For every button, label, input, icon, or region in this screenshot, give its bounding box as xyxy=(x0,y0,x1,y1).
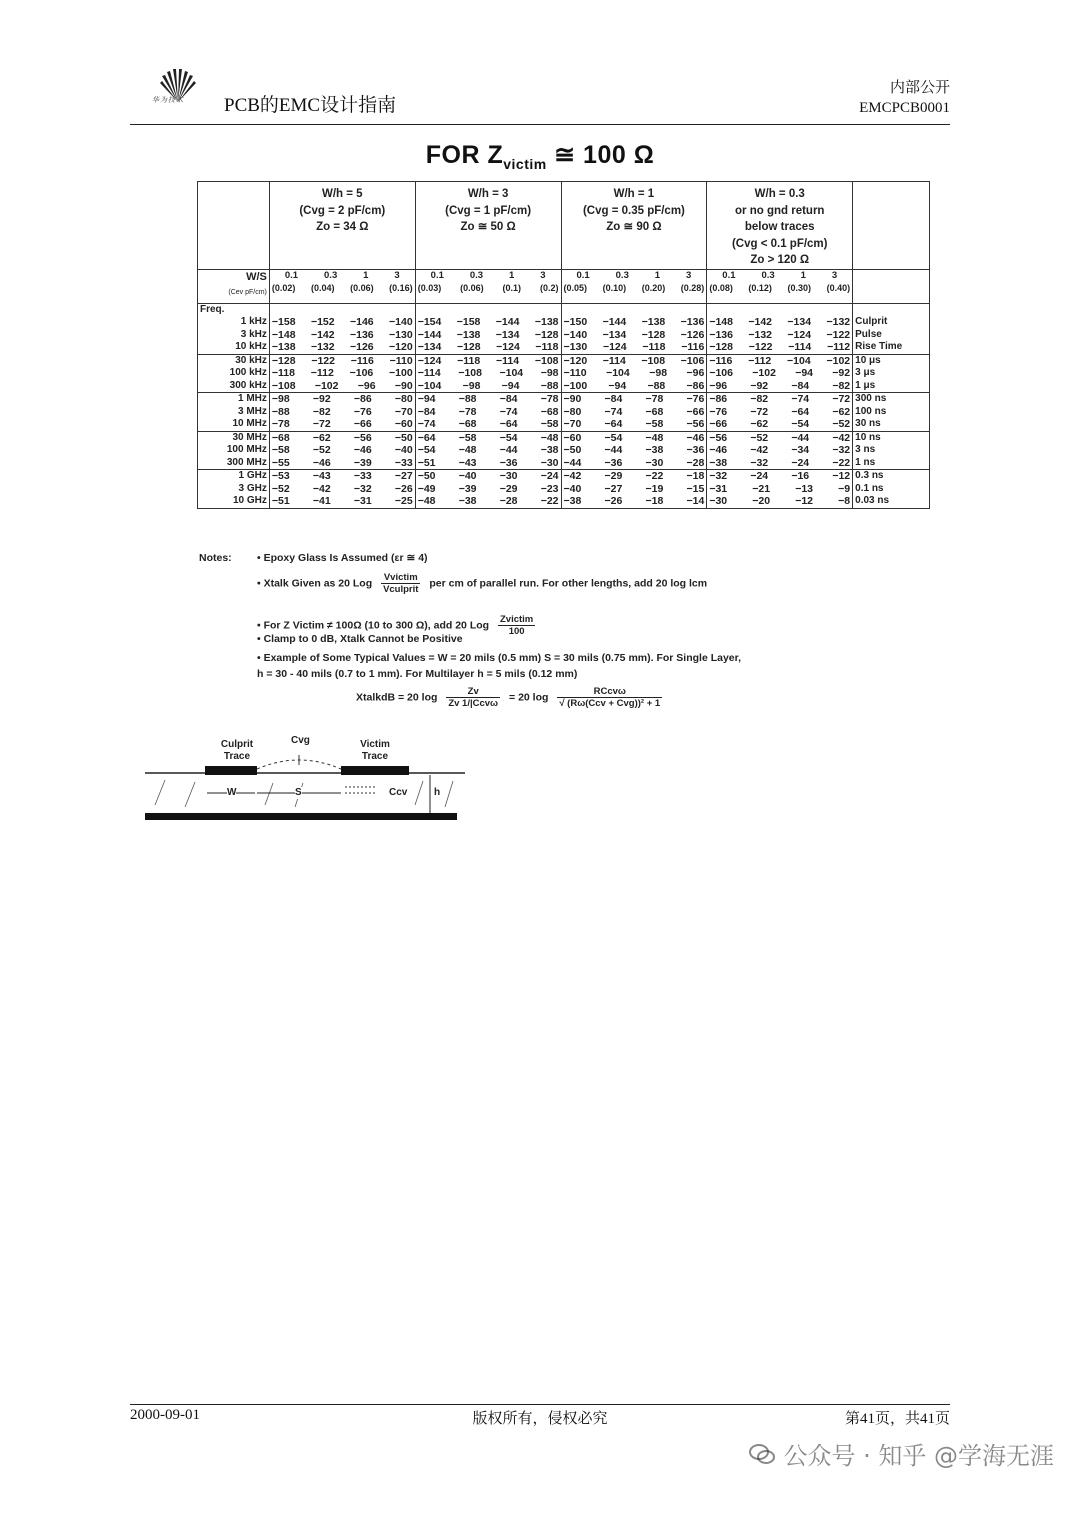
note-2-fraction: $\frac{\text{Vvictim}}{\text{Vculprit}}$ xyxy=(383,572,419,595)
logo-text: 华为技术 xyxy=(152,96,184,104)
xtalk-values-cell: −94 −88 −84 −78 −84 −78 −74 −68 −74 −68 −64 −58 xyxy=(415,393,561,432)
note-1: • Epoxy Glass Is Assumed (εr ≅ 4) xyxy=(257,552,428,564)
note-3: • For Z Victim ≠ 100Ω (10 to 300 Ω), add 20 Log $\frac{\text{Zvictim}}{100}$ xyxy=(257,614,534,637)
watermark xyxy=(749,1436,1054,1471)
group-header: W/h = 3 (Cvg = 1 pF/cm) Zo ≅ 50 Ω xyxy=(415,182,561,270)
frequency-block-row xyxy=(198,470,930,509)
document-title: PCB的EMC设计指南 xyxy=(224,95,397,116)
page-header xyxy=(130,62,950,126)
xtalk-values-cell: −120 −114 −108 −106 −110 −104 −98 −96 −100 −94 −88 −86 xyxy=(561,354,707,393)
victim-trace-label: Victim Trace xyxy=(360,739,390,762)
xtalk-values-cell: −50 −40 −30 −24 −49 −39 −29 −23 −48 −38 −28 −22 xyxy=(415,470,561,509)
group-header: W/h = 0.3 or no gnd return below traces (Cvg < 0.1 pF/cm) Zo > 120 Ω xyxy=(707,182,853,270)
rise-time-cell: 0.3 ns 0.1 ns 0.03 ns xyxy=(853,470,930,509)
group-header: W/h = 5 (Cvg = 2 pF/cm) Zo = 34 Ω xyxy=(269,182,415,270)
wechat-icon xyxy=(749,1443,775,1465)
xtalk-values-cell: −64 −58 −54 −48 −54 −48 −44 −38 −51 −43 −36 −30 xyxy=(415,431,561,470)
group-header: W/h = 1 (Cvg = 0.35 pF/cm) Zo ≅ 90 Ω xyxy=(561,182,707,270)
footer-rights: 版权所有，侵权必究 xyxy=(472,1411,608,1427)
frequency-cell: Freq. 1 kHz 3 kHz 10 kHz xyxy=(198,303,270,354)
ws-label: W/S (Cev pF/cm) xyxy=(198,269,270,303)
footer-divider xyxy=(130,1404,950,1405)
figure-title: FOR $Z_{victim}$ ≅ 100 Ω xyxy=(425,141,655,172)
header-divider xyxy=(130,124,950,125)
footer-date: 2000-09-01 xyxy=(130,1407,200,1423)
footer-page-number: 第41页，共41页 xyxy=(844,1411,950,1427)
crosstalk-table xyxy=(197,181,930,509)
xtalk-values-cell: −98 −92 −86 −80 −88 −82 −76 −70 −78 −72 −66 −60 xyxy=(269,393,415,432)
ws-row xyxy=(198,269,930,303)
watermark-text: 公众号 · 知乎 @学海无涯 xyxy=(783,1442,1054,1470)
cvg-label: Cvg xyxy=(291,735,310,746)
width-label: W xyxy=(227,787,237,798)
xtalk-values-cell: −32 −24 −16 −12 −31 −21 −13 −9 −30 −20 −12 −8 xyxy=(707,470,853,509)
height-label: h xyxy=(434,787,441,798)
frequency-cell: 30 MHz 100 MHz 300 MHz xyxy=(198,431,270,470)
note-3-fraction: $\frac{\text{Zvictim}}{100}$ xyxy=(499,614,534,637)
document-code: EMCPCB0001 xyxy=(859,100,950,116)
ws-values: 0.1 0.3 1 3 (0.05) (0.10) (0.20) (0.28) xyxy=(561,269,707,303)
ws-values: 0.1 0.3 1 3 (0.08) (0.12) (0.30) (0.40) xyxy=(707,269,853,303)
xtalk-formula: XtalkdB = 20 log $\frac{Zv}{\text{Zv 1/|Ccvω}}$ = 20 log $\frac{\text{RCcvω}}{\text{√ (Rω(Ccv + Cvg))² + 1}}$ xyxy=(356,686,661,709)
xtalk-values-cell: −116 −112 −104 −102 −106 −102 −94 −92 −96 −92 −84 −82 xyxy=(707,354,853,393)
xtalk-values-cell: −90 −84 −78 −76 −80 −74 −68 −66 −70 −64 −58 −56 xyxy=(561,393,707,432)
xtalk-values-cell: −42 −29 −22 −18 −40 −27 −19 −15 −38 −26 −18 −14 xyxy=(561,470,707,509)
frequency-cell: 1 GHz 3 GHz 10 GHz xyxy=(198,470,270,509)
header-right xyxy=(859,78,950,118)
frequency-block-row xyxy=(198,431,930,470)
note-2: • Xtalk Given as 20 Log $\frac{\text{Vvictim}}{\text{Vculprit}}$ per cm of parallel run. For other lengths, add 20 log lcm xyxy=(257,572,708,595)
xtalk-values-cell: −158 −152 −146 −140 −148 −142 −136 −130 −138 −132 −126 −120 xyxy=(269,303,415,354)
ccv-label: Ccv xyxy=(389,787,408,798)
cross-section-drawing xyxy=(145,735,465,825)
notes-label: Notes: xyxy=(199,552,232,564)
rise-time-cell: 10 ns 3 ns 1 ns xyxy=(853,431,930,470)
rise-time-cell: 10 μs 3 μs 1 μs xyxy=(853,354,930,393)
rise-time-cell: Culprit Pulse Rise Time xyxy=(853,303,930,354)
xtalk-values-cell: −60 −54 −48 −46 −50 −44 −38 −36 −44 −36 −30 −28 xyxy=(561,431,707,470)
trace-cross-section-diagram xyxy=(145,735,465,825)
xtalk-values-cell: −68 −62 −56 −50 −58 −52 −46 −40 −55 −46 −39 −33 xyxy=(269,431,415,470)
ws-values: 0.1 0.3 1 3 (0.03) (0.06) (0.1) (0.2) xyxy=(415,269,561,303)
xtalk-values-cell: −154 −158 −144 −138 −144 −138 −134 −128 −134 −128 −124 −118 xyxy=(415,303,561,354)
frequency-block-row xyxy=(198,393,930,432)
xtalk-values-cell: −148 −142 −134 −132 −136 −132 −124 −122 −128 −122 −114 −112 xyxy=(707,303,853,354)
rise-time-cell: 300 ns 100 ns 30 ns xyxy=(853,393,930,432)
ws-values: 0.1 0.3 1 3 (0.02) (0.04) (0.06) (0.16) xyxy=(269,269,415,303)
spacing-label: S xyxy=(295,787,302,798)
classification: 内部公开 xyxy=(889,80,950,96)
frequency-cell: 1 MHz 3 MHz 10 MHz xyxy=(198,393,270,432)
culprit-trace-label: Culprit Trace xyxy=(220,739,254,762)
xtalk-values-cell: −128 −122 −116 −110 −118 −112 −106 −100 −108 −102 −96 −90 xyxy=(269,354,415,393)
group-header-row xyxy=(198,182,930,270)
frequency-block-row xyxy=(198,354,930,393)
note-4: • Clamp to 0 dB, Xtalk Cannot be Positive xyxy=(257,633,463,645)
xtalk-values-cell: −53 −43 −33 −27 −52 −42 −32 −26 −51 −41 −31 −25 xyxy=(269,470,415,509)
frequency-block-row xyxy=(198,303,930,354)
xtalk-values-cell: −56 −52 −44 −42 −46 −42 −34 −32 −38 −32 −24 −22 xyxy=(707,431,853,470)
note-5-line-2: h = 30 - 40 mils (0.7 to 1 mm). For Multilayer h = 5 mils (0.12 mm) xyxy=(257,668,578,680)
xtalk-values-cell: −86 −82 −74 −72 −76 −72 −64 −62 −66 −62 −54 −52 xyxy=(707,393,853,432)
xtalk-values-cell: −124 −118 −114 −108 −114 −108 −104 −98 −104 −98 −94 −88 xyxy=(415,354,561,393)
frequency-cell: 30 kHz 100 kHz 300 kHz xyxy=(198,354,270,393)
xtalk-values-cell: −150 −144 −138 −136 −140 −134 −128 −126 −130 −124 −118 −116 xyxy=(561,303,707,354)
note-5-line-1: • Example of Some Typical Values = W = 20 mils (0.5 mm) S = 30 mils (0.75 mm). For Single Layer, xyxy=(257,652,742,664)
